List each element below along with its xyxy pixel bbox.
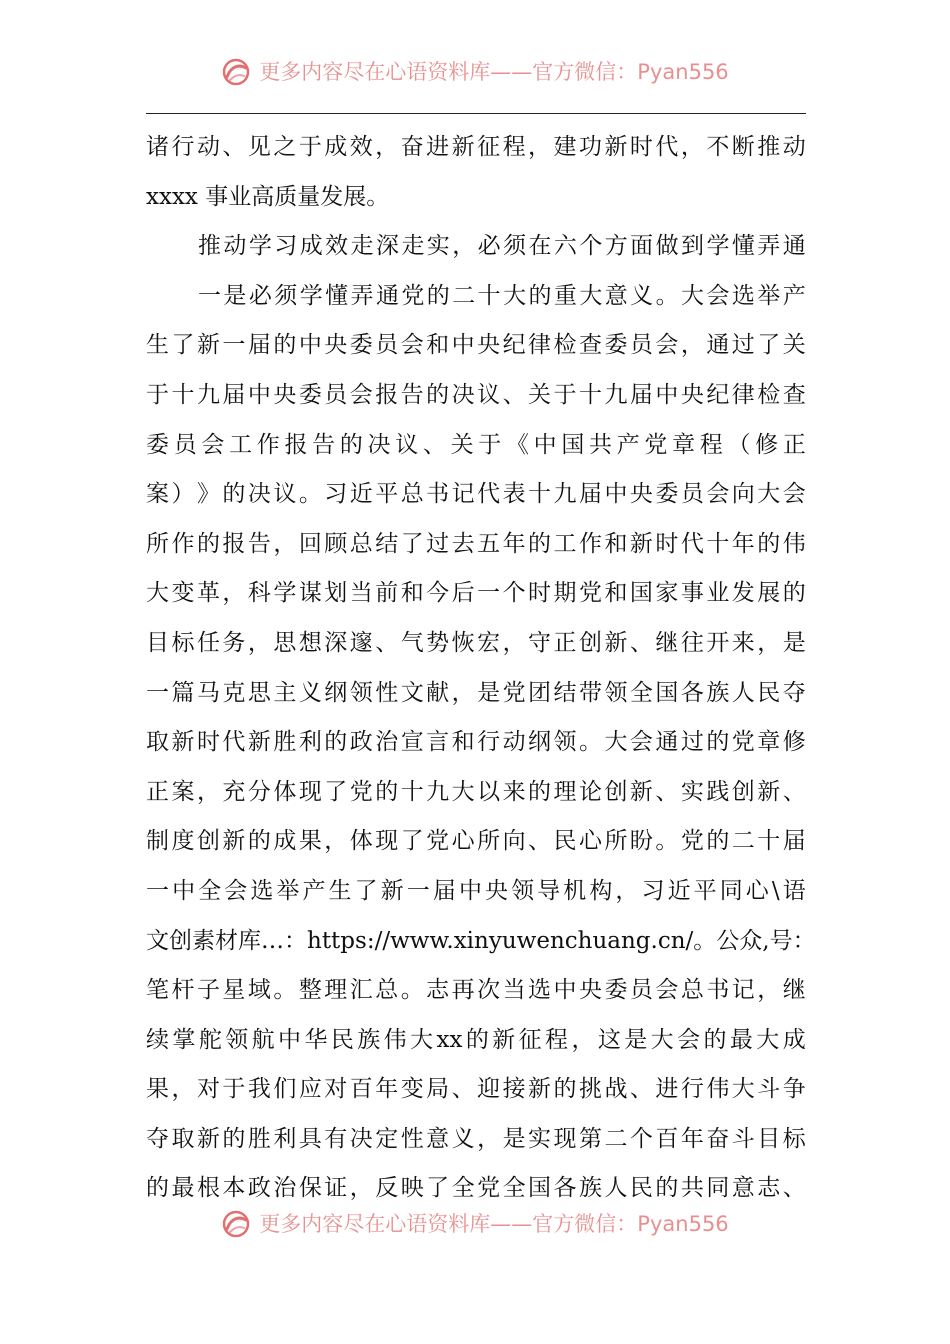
text-line: 的 最 根 本 政 治 保 证 ， 反 映 了 全 党 全 国 各 族 人 民 的 共 同 意 志 、: [146, 1175, 806, 1202]
watermark-text: 更多内容尽在心语资料库——官方微信：Pyan556: [259, 1211, 729, 1236]
text-line: 大 变 革 ， 科 学 谋 划 当 前 和 今 后 一 个 时 期 党 和 国 家 事 业 发 展 的: [146, 580, 806, 607]
text-line: xxxx 事业高质量发展。: [146, 183, 390, 210]
text-line: 笔 杆 子 星 域 。 整 理 汇 总 。 志 再 次 当 选 中 央 委 员 会 总 书 记 ， 继: [146, 977, 806, 1004]
footer-watermark: [0, 1204, 950, 1244]
watermark-logo-icon: [221, 1209, 251, 1239]
text-line: 文 创 素 材 库 … ： https://www.xinyuwenchuang.cn/ 。 公 众 , 号 ：: [146, 927, 816, 954]
text-line: 取 新 时 代 新 胜 利 的 政 治 宣 言 和 行 动 纲 领 。 大 会 通 过 的 党 章 修: [146, 729, 806, 756]
text-line: 目 标 任 务 ， 思 想 深 邃 、 气 势 恢 宏 ， 守 正 创 新 、 继 往 开 来 ， 是: [146, 629, 806, 656]
text-line: 果 ， 对 于 我 们 应 对 百 年 变 局 、 迎 接 新 的 挑 战 、 进 行 伟 大 斗 争: [146, 1076, 806, 1103]
text-line: 生 了 新 一 届 的 中 央 委 员 会 和 中 央 纪 律 检 查 委 员 会 ， 通 过 了 关: [146, 332, 806, 359]
text-line: 委 员 会 工 作 报 告 的 决 议 、 关 于 《 中 国 共 产 党 章 程 （ 修 正: [146, 431, 806, 458]
text-line: 正 案 ， 充 分 体 现 了 党 的 十 九 大 以 来 的 理 论 创 新 、 实 践 创 新 、: [146, 778, 806, 805]
header-divider: [146, 113, 806, 114]
text-line: 一 篇 马 克 思 主 义 纲 领 性 文 献 ， 是 党 团 结 带 领 全 国 各 族 人 民 夺: [146, 679, 806, 706]
watermark-logo-icon: [221, 57, 251, 87]
header-watermark: [0, 52, 950, 92]
text-line: 一 是 必 须 学 懂 弄 通 党 的 二 十 大 的 重 大 意 义 。 大 会 选 举 产: [198, 282, 806, 309]
text-line: 一 中 全 会 选 举 产 生 了 新 一 届 中 央 领 导 机 构 ， 习 近 平 同 心 \ 语: [146, 877, 806, 904]
text-line: 制 度 创 新 的 成 果 ， 体 现 了 党 心 所 向 、 民 心 所 盼 。 党 的 二 十 届: [146, 828, 806, 855]
section-heading: 推 动 学 习 成 效 走 深 走 实 ， 必 须 在 六 个 方 面 做 到 学 懂 弄 通: [198, 233, 806, 260]
text-line: 案 ） 》 的 决 议 。 习 近 平 总 书 记 代 表 十 九 届 中 央 委 员 会 向 大 会: [146, 481, 806, 508]
text-line: 于 十 九 届 中 央 委 员 会 报 告 的 决 议 、 关 于 十 九 届 中 央 纪 律 检 查: [146, 381, 806, 408]
watermark-text: 更多内容尽在心语资料库——官方微信：Pyan556: [259, 59, 729, 84]
text-line: 诸 行 动 、 见 之 于 成 效 ， 奋 进 新 征 程 ， 建 功 新 时 代 ， 不 断 推 动: [146, 134, 806, 160]
text-line: 所 作 的 报 告 ， 回 顾 总 结 了 过 去 五 年 的 工 作 和 新 时 代 十 年 的 伟: [146, 530, 806, 557]
text-line: 续 掌 舵 领 航 中 华 民 族 伟 大 xx 的 新 征 程 ， 这 是 大 会 的 最 大 成: [146, 1026, 806, 1053]
text-line: 夺 取 新 的 胜 利 具 有 决 定 性 意 义 ， 是 实 现 第 二 个 百 年 奋 斗 目 标: [146, 1125, 806, 1152]
document-body: [146, 123, 816, 1214]
